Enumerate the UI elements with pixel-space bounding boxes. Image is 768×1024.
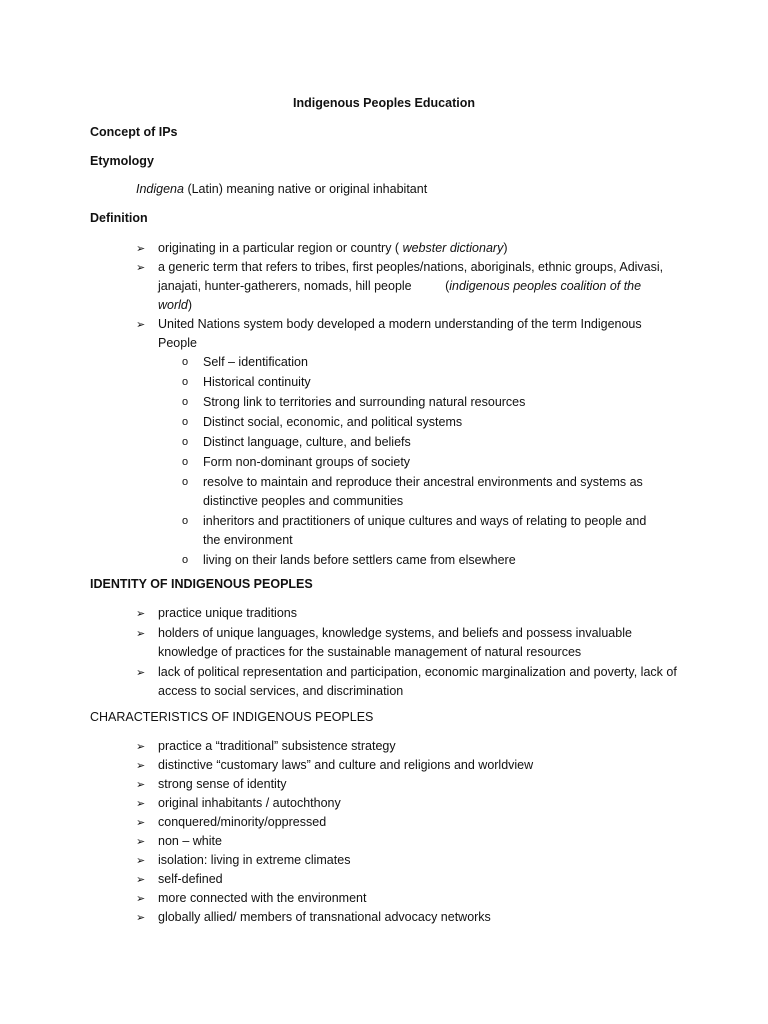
citation: webster dictionary: [402, 241, 504, 255]
circle-bullet-icon: o: [182, 396, 189, 408]
arrow-bullet-icon: ➢: [136, 892, 146, 905]
arrow-bullet-icon: ➢: [136, 740, 146, 753]
arrow-bullet-icon: ➢: [136, 627, 146, 640]
arrow-bullet-icon: ➢: [136, 854, 146, 867]
characteristic-item: ➢ practice a “traditional” subsistence strategy: [0, 737, 678, 756]
characteristic-item: ➢ non – white: [0, 832, 678, 851]
arrow-bullet-icon: ➢: [136, 797, 146, 810]
characteristic-item: ➢ conquered/minority/oppressed: [0, 813, 678, 832]
identity-item: ➢ lack of political representation and participation, economic marginalization and poverty, lack of access to social services, and discrimination: [136, 665, 677, 698]
etymology-text: [136, 180, 427, 199]
characteristic-item: ➢ strong sense of identity: [0, 775, 678, 794]
characteristic-item: ➢ globally allied/ members of transnational advocacy networks: [0, 908, 678, 927]
sub-item: o resolve to maintain and reproduce their ancestral environments and systems as distinctive peoples and communities: [182, 475, 643, 508]
sub-item: o Self – identification: [158, 353, 663, 372]
arrow-bullet-icon: ➢: [136, 778, 146, 791]
arrow-bullet-icon: ➢: [136, 835, 146, 848]
circle-bullet-icon: o: [182, 416, 189, 428]
definition-item: ➢ originating in a particular region or country ( webster dictionary): [0, 239, 678, 258]
definition-item: ➢ a generic term that refers to tribes, first peoples/nations, aboriginals, ethnic groups, Adivasi, janajati, hunter-gatherers, nomads, hill people (indigenous peoples coalition of the world): [136, 260, 664, 312]
circle-bullet-icon: o: [182, 515, 189, 527]
characteristic-item: ➢ original inhabitants / autochthony: [0, 794, 678, 813]
etymology-rest: (Latin) meaning native or original inhabitant: [183, 182, 428, 196]
arrow-bullet-icon: ➢: [136, 759, 146, 772]
sub-item: o Strong link to territories and surrounding natural resources: [158, 393, 663, 412]
identity-list: [0, 604, 768, 701]
arrow-bullet-icon: ➢: [136, 816, 146, 829]
citation: indigenous peoples coalition of the world: [158, 279, 642, 312]
identity-item: ➢ holders of unique languages, knowledge systems, and beliefs and possess invaluable knowledge of practices for the sustainable management of natural resources: [136, 626, 632, 659]
sub-item: o Form non-dominant groups of society: [158, 453, 663, 472]
circle-bullet-icon: o: [182, 376, 189, 388]
circle-bullet-icon: o: [182, 554, 189, 566]
sub-item: o living on their lands before settlers came from elsewhere: [158, 551, 663, 570]
identity-item: ➢ practice unique traditions: [0, 604, 678, 623]
un-criteria-list: [158, 353, 678, 570]
characteristic-item: ➢ more connected with the environment: [0, 889, 678, 908]
concept-heading: Concept of IPs: [90, 125, 178, 139]
definition-list: [0, 239, 768, 570]
characteristic-item: ➢ distinctive “customary laws” and culture and religions and worldview: [0, 756, 678, 775]
sub-item: o inheritors and practitioners of unique cultures and ways of relating to people and the environment: [182, 514, 647, 547]
arrow-bullet-icon: ➢: [136, 318, 146, 331]
sub-item: o Historical continuity: [158, 373, 663, 392]
definition-item: ➢ United Nations system body developed a modern understanding of the term Indigenous People o Self – identification o Historical continuity o Strong link to territories and surrounding natural resources o Distinct social, economic, and political systems o Distinct language, culture, and beliefs o Form non-dominant groups of society o resolve to maintain and reproduce their ancestral environments and systems as distinctive peoples and communities o inheritors and practitioners of unique cultures and ways of relating to people and the environment o living on their lands before settlers came from elsewhere: [0, 315, 678, 570]
arrow-bullet-icon: ➢: [136, 607, 146, 620]
identity-heading: IDENTITY OF INDIGENOUS PEOPLES: [90, 577, 313, 591]
characteristic-item: ➢ self-defined: [0, 870, 678, 889]
arrow-bullet-icon: ➢: [136, 666, 146, 679]
circle-bullet-icon: o: [182, 356, 189, 368]
circle-bullet-icon: o: [182, 456, 189, 468]
etymology-heading: Etymology: [90, 154, 154, 168]
sub-item: o Distinct social, economic, and political systems: [158, 413, 663, 432]
document-title: Indigenous Peoples Education: [293, 96, 475, 110]
sub-item: o Distinct language, culture, and beliefs: [158, 433, 663, 452]
arrow-bullet-icon: ➢: [136, 873, 146, 886]
arrow-bullet-icon: ➢: [136, 242, 146, 255]
characteristic-item: ➢ isolation: living in extreme climates: [0, 851, 678, 870]
definition-heading: Definition: [90, 211, 148, 225]
characteristics-list: [0, 737, 768, 927]
circle-bullet-icon: o: [182, 476, 189, 488]
characteristics-heading: CHARACTERISTICS OF INDIGENOUS PEOPLES: [90, 710, 374, 724]
circle-bullet-icon: o: [182, 436, 189, 448]
arrow-bullet-icon: ➢: [136, 261, 146, 274]
arrow-bullet-icon: ➢: [136, 911, 146, 924]
etymology-term: Indigena: [136, 182, 184, 196]
